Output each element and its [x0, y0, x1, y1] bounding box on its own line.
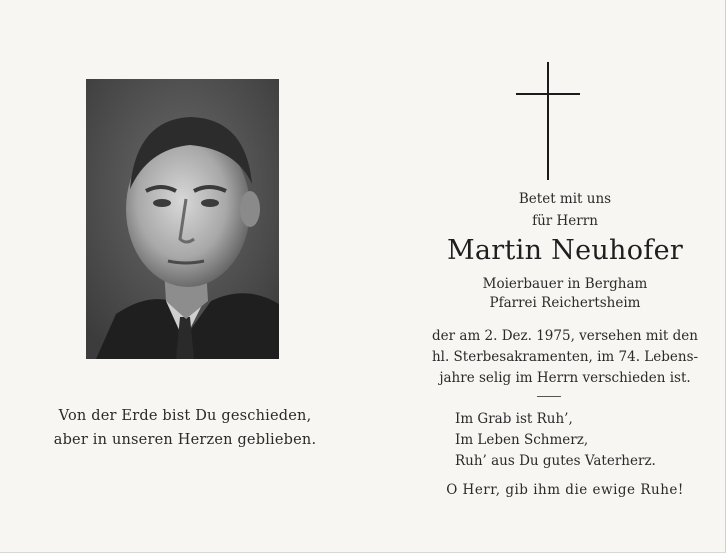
right-verse-line: Im Grab ist Ruh’, [455, 411, 573, 427]
deceased-name: Martin Neuhofer [446, 235, 684, 266]
divider-line [537, 396, 561, 397]
cross-vertical-beam [547, 62, 549, 180]
intro-line-2: für Herrn [532, 213, 598, 229]
intro-line-1: Betet mit uns [518, 191, 612, 207]
right-verse-line: Im Leben Schmerz, [455, 432, 589, 448]
latin-cross-icon [516, 62, 580, 180]
death-notice-line: jahre selig im Herrn verschieden ist. [439, 370, 691, 386]
left-verse [40, 404, 330, 452]
right-verse [455, 409, 656, 472]
parish: Pfarrei Reichertsheim [489, 295, 641, 311]
portrait-illustration [86, 79, 279, 359]
cross-horizontal-beam [516, 93, 580, 95]
closing-prayer: O Herr, gib ihm die ewige Ruhe! [446, 482, 684, 498]
portrait-photo [86, 79, 279, 359]
occupation: Moierbauer in Bergham [482, 276, 648, 292]
left-verse-line: aber in unseren Herzen geblieben. [53, 432, 317, 448]
death-notice-line: der am 2. Dez. 1975, versehen mit den [432, 328, 698, 344]
death-notice-line: hl. Sterbesakramenten, im 74. Lebens- [431, 349, 699, 365]
left-verse-line: Von der Erde bist Du geschieden, [58, 408, 312, 424]
right-verse-line: Ruh’ aus Du gutes Vaterherz. [455, 453, 656, 469]
death-notice [420, 326, 710, 389]
